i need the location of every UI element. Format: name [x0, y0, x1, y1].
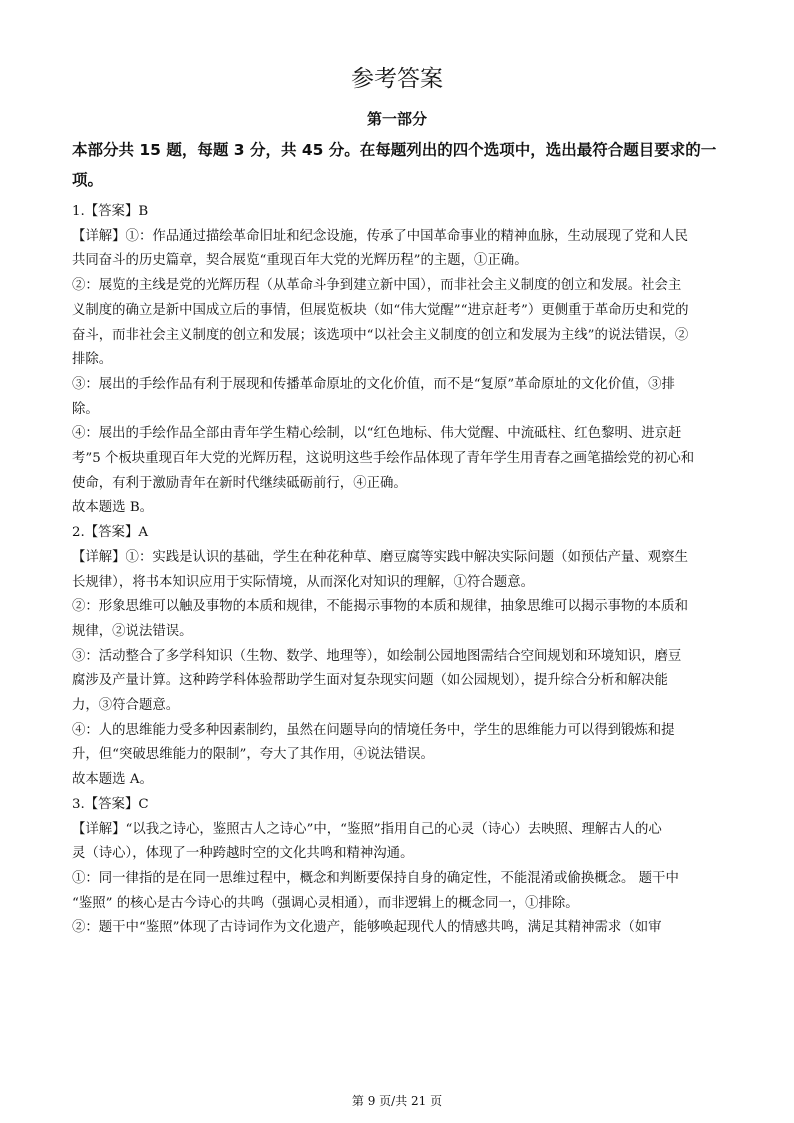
text-line: 除。: [72, 401, 99, 417]
text-line: 奋斗，而非社会主义制度的创立和发展；该选项中“以社会主义制度的创立和发展为主线”的说法错误，②: [72, 327, 689, 343]
text-line: 排除。: [72, 352, 113, 368]
text-line: 使命，有利于激励青年在新时代继续砥砺前行，④正确。: [72, 475, 407, 491]
text-line: ②：形象思维可以触及事物的本质和规律，不能揭示事物的本质和规律，抽象思维可以揭示事物的本质和: [72, 599, 688, 615]
text-line: 腐涉及产量计算。这种跨学科体验帮助学生面对复杂现实问题（如公园规划），提升综合分析和解决能: [72, 673, 668, 689]
page-title: 参考答案: [351, 66, 443, 92]
text-line: 考”5 个板块重现百年大党的光辉历程，这说明这些手绘作品体现了青年学生用青春之画笔描绘党的初心和: [72, 451, 695, 466]
text-line: ④：人的思维能力受多种因素制约，虽然在问题导向的情境任务中，学生的思维能力可以得到锻炼和提: [72, 722, 675, 738]
text-line: 故本题选 B。: [72, 500, 154, 516]
text-line: 长规律），将书本知识应用于实际情境，从而深化对知识的理解，①符合题意。: [72, 574, 534, 590]
text-line: ③：活动整合了多学科知识（生物、数学、地理等），如绘制公园地图需结合空间规划和环境知识，磨豆: [72, 648, 682, 664]
text-line: 升，但“突破思维能力的限制”，夸大了其作用，④说法错误。: [72, 747, 434, 763]
section-intro: 本部分共 15 题，每题 3 分，共 45 分。在每题列出的四个选项中，选出最符合题目要求的一项。: [72, 141, 717, 189]
text-line: 规律，②说法错误。: [72, 623, 193, 639]
text-line: 义制度的确立是新中国成立后的事情，但展览板块（如“伟大觉醒”“进京赶考”）更侧重于革命历史和党的: [72, 302, 689, 318]
text-line: 【详解】①：实践是认识的基础，学生在种花种草、磨豆腐等实践中解决实际问题（如预估产量、观察生: [72, 549, 688, 565]
text-line: 力，③符合题意。: [72, 698, 180, 713]
page-footer: 第 9 页/共 21 页: [351, 1094, 443, 1108]
text-line: 故本题选 A。: [72, 772, 153, 788]
text-line: 【详解】“以我之诗心，鉴照古人之诗心”中，“鉴照”指用自己的心灵（诗心）去映照、理解古人的心: [72, 821, 662, 837]
text-line: ①：同一律指的是在同一思维过程中，概念和判断要保持自身的确定性，不能混淆或偷换概念。 题干中: [72, 870, 679, 886]
text-line: 1.【答案】B: [72, 204, 149, 219]
text-line: 2.【答案】A: [72, 525, 149, 541]
text-line: 共同奋斗的历史篇章，契合展览“重现百年大党的光辉历程”的主题，①正确。: [72, 253, 528, 269]
text-line: ④：展出的手绘作品全部由青年学生精心绘制，以“红色地标、伟大觉醒、中流砥柱、红色黎明、进京赶: [72, 426, 682, 442]
section-title: 第一部分: [366, 110, 427, 128]
text-line: 灵（诗心），体现了一种跨越时空的文化共鸣和精神沟通。: [72, 846, 414, 862]
text-line: ②：展览的主线是党的光辉历程（从革命斗争到建立新中国），而非社会主义制度的创立和发展。社会主: [72, 278, 682, 294]
text-line: 3.【答案】C: [72, 796, 149, 812]
text-line: “鉴照” 的核心是古今诗心的共鸣（强调心灵相通），而非逻辑上的概念同一，①排除。: [72, 895, 579, 911]
text-line: ②：题干中“鉴照”体现了古诗词作为文化遗产，能够唤起现代人的情感共鸣，满足其精神需求（如审: [72, 920, 662, 936]
text-line: ③：展出的手绘作品有利于展现和传播革命原址的文化价值，而不是“复原”革命原址的文化价值，③排: [72, 376, 675, 392]
text-line: 【详解】①：作品通过描绘革命旧址和纪念设施，传承了中国革命事业的精神血脉，生动展现了党和人民: [72, 228, 688, 244]
